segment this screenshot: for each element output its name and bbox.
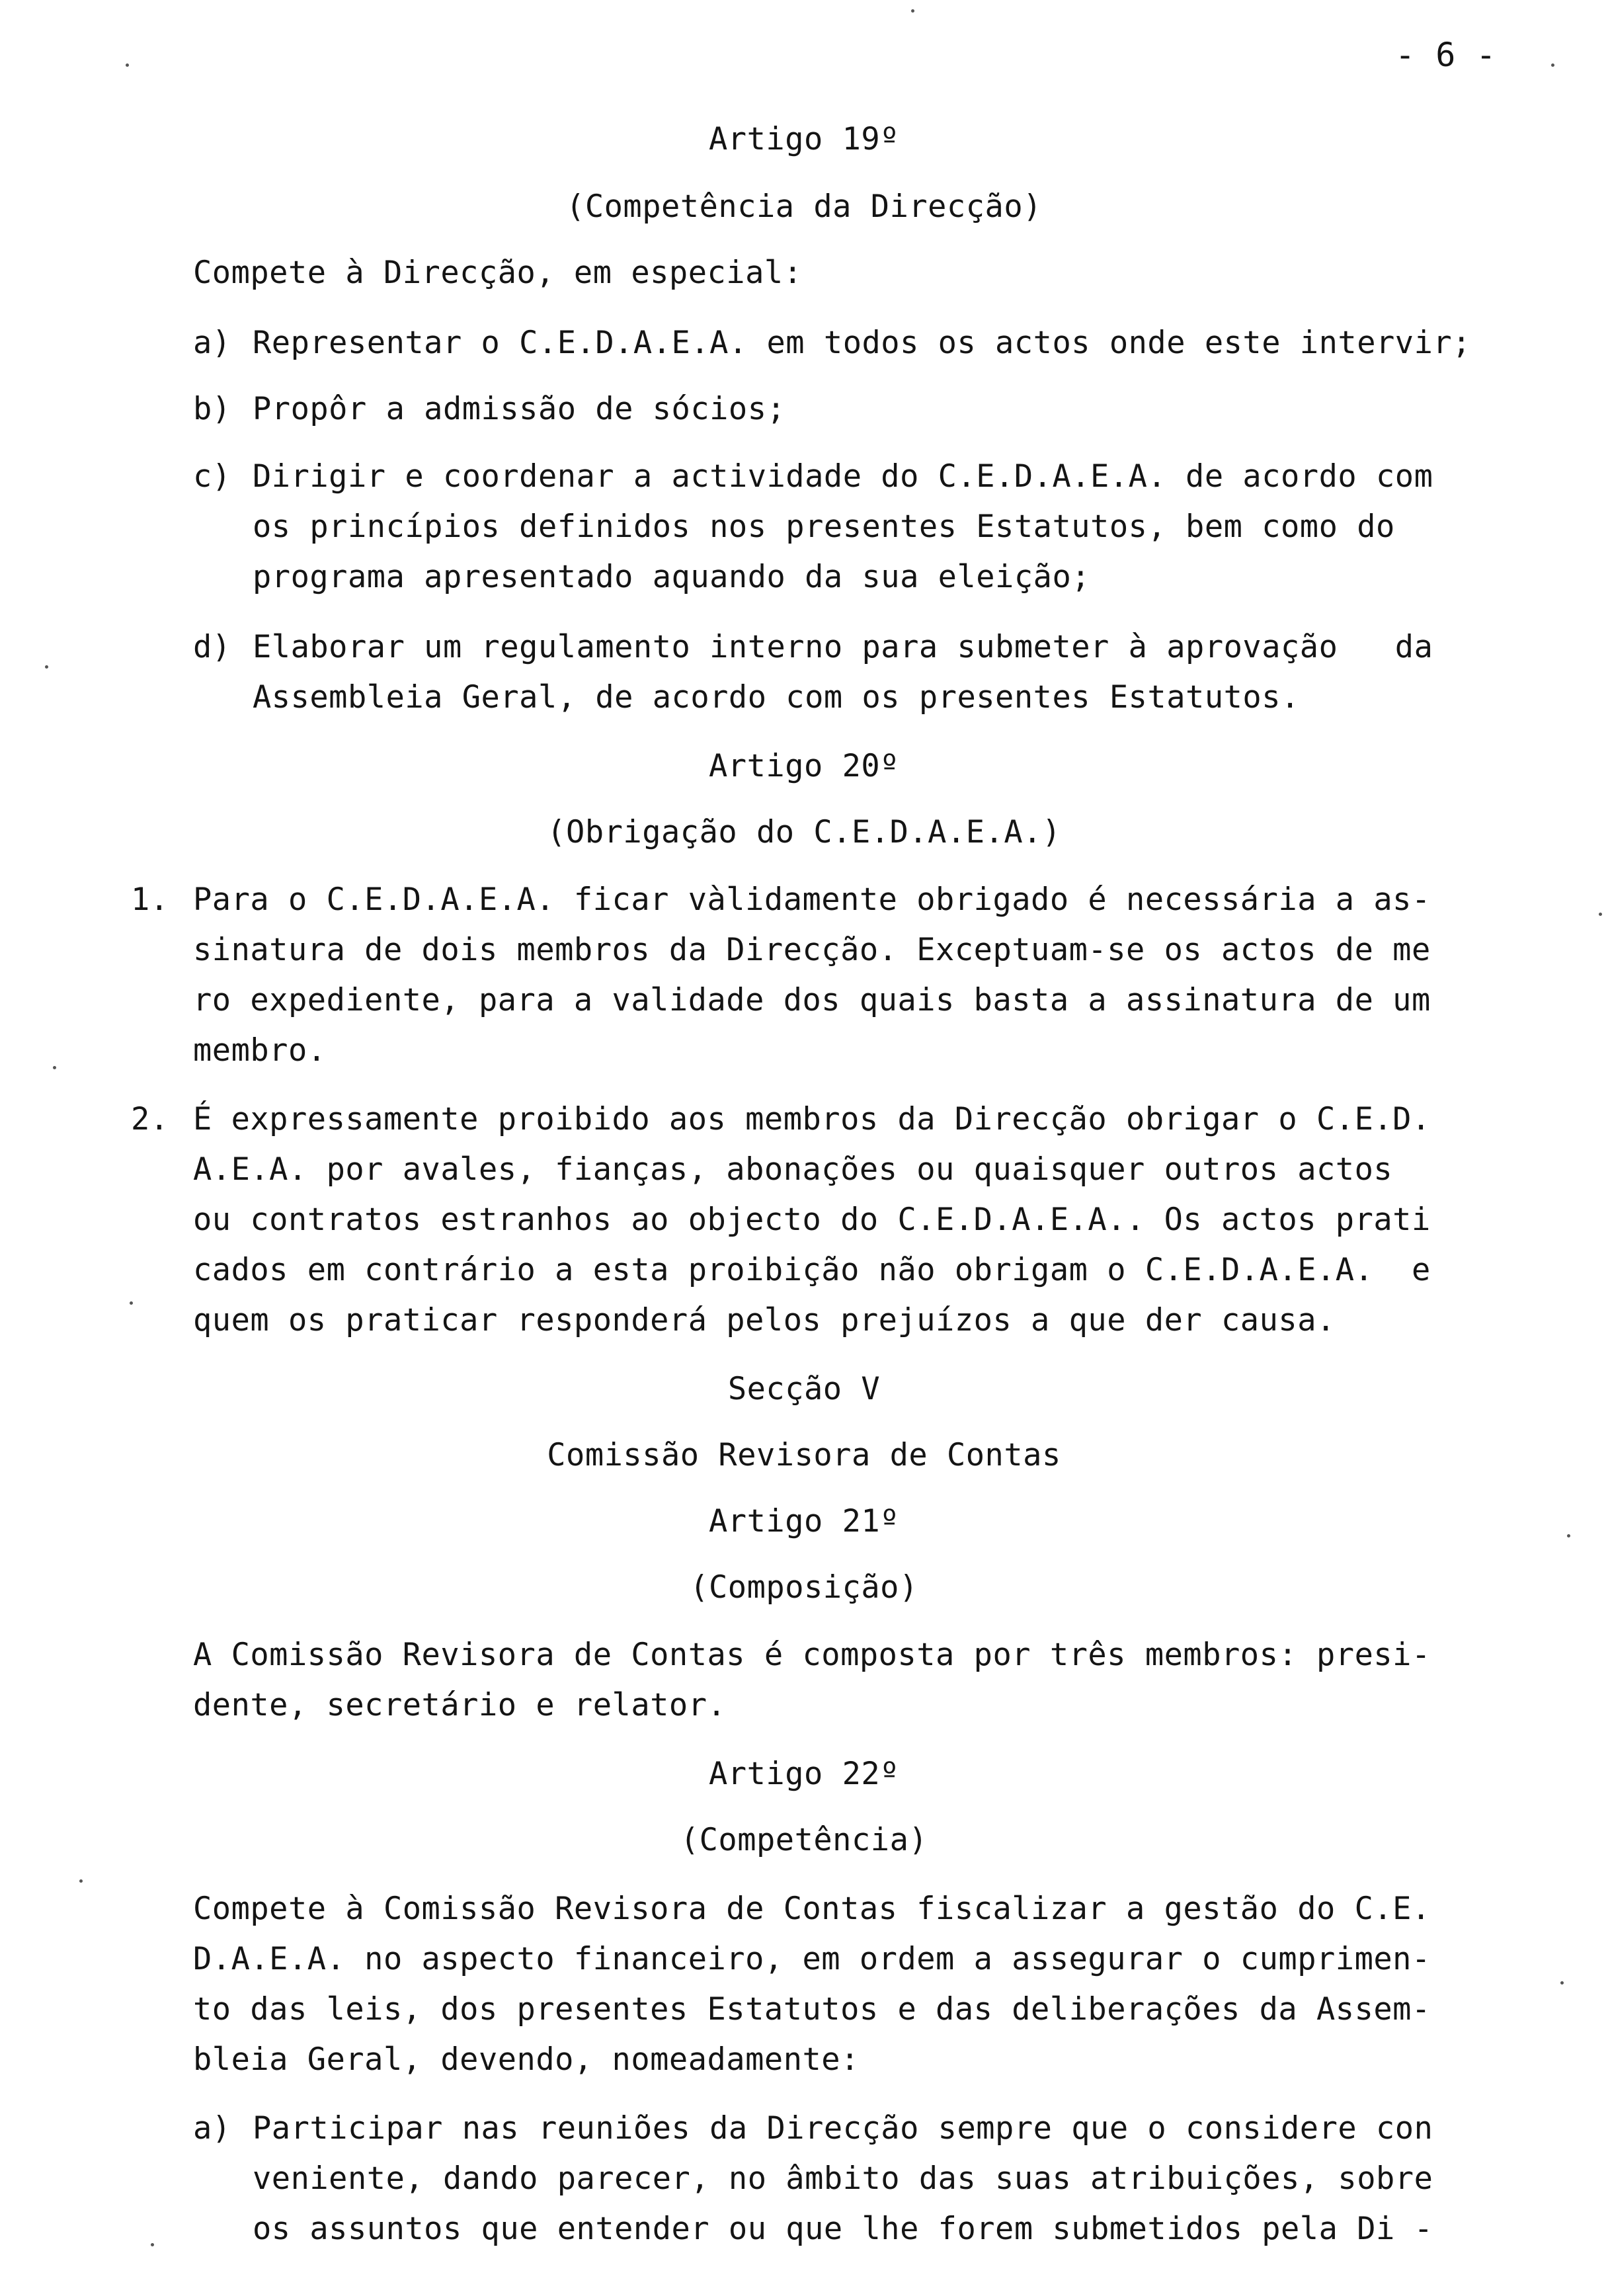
list-item-line: sinatura de dois membros da Direcção. Exceptuam-se os actos de me xyxy=(193,932,1431,968)
page-number: - 6 - xyxy=(1395,36,1497,74)
paragraph-line: bleia Geral, devendo, nomeadamente: xyxy=(193,2041,860,2078)
scan-speck xyxy=(151,2243,154,2246)
list-item-line: programa apresentado aquando da sua eleição; xyxy=(253,559,1091,595)
list-item-line: quem os praticar responderá pelos prejuízos a que der causa. xyxy=(193,1302,1336,1338)
section-5-heading: Secção V xyxy=(727,1371,881,1407)
list-item-line: É expressamente proibido aos membros da Direcção obrigar o C.E.D. xyxy=(193,1101,1431,1137)
article-21-heading: Artigo 21º xyxy=(709,1503,899,1539)
list-item-line: Para o C.E.D.A.E.A. ficar vàlidamente obrigado é necessária a as- xyxy=(193,882,1431,918)
article-20-title: (Obrigação do C.E.D.A.E.A.) xyxy=(547,814,1061,850)
list-item-label: 2. xyxy=(131,1101,169,1137)
section-5-title: Comissão Revisora de Contas xyxy=(547,1437,1061,1473)
list-item-line: membro. xyxy=(193,1032,327,1069)
article-22-title: (Competência) xyxy=(680,1822,928,1858)
paragraph-line: dente, secretário e relator. xyxy=(193,1687,727,1723)
list-item-label: b) xyxy=(193,391,231,427)
list-item-line: Participar nas reuniões da Direcção sempre que o considere con xyxy=(253,2110,1433,2147)
list-item-line: A.E.A. por avales, fianças, abonações ou quaisquer outros actos xyxy=(193,1151,1393,1188)
list-item-line: veniente, dando parecer, no âmbito das suas atribuições, sobre xyxy=(253,2160,1433,2197)
paragraph-line: A Comissão Revisora de Contas é composta por três membros: presi- xyxy=(193,1637,1431,1673)
list-item-label: c) xyxy=(193,458,231,495)
list-item-line: cados em contrário a esta proibição não obrigam o C.E.D.A.E.A. e xyxy=(193,1252,1431,1288)
paragraph-line: Compete à Comissão Revisora de Contas fiscalizar a gestão do C.E. xyxy=(193,1891,1431,1927)
list-item-line: Assembleia Geral, de acordo com os presentes Estatutos. xyxy=(253,679,1300,716)
scan-speck xyxy=(1567,1534,1570,1538)
article-21-title: (Composição) xyxy=(690,1569,918,1606)
list-item-line: os princípios definidos nos presentes Estatutos, bem como do xyxy=(253,509,1395,545)
list-item-line: Elaborar um regulamento interno para submeter à aprovação da xyxy=(253,629,1433,665)
scan-speck xyxy=(45,665,48,669)
scan-speck xyxy=(126,63,129,67)
scan-speck xyxy=(79,1879,83,1883)
scan-speck xyxy=(53,1066,56,1069)
list-item-label: 1. xyxy=(131,882,169,918)
list-item-label: a) xyxy=(193,2110,231,2147)
scan-speck xyxy=(1599,913,1602,916)
article-20-heading: Artigo 20º xyxy=(709,748,899,784)
list-item-line: os assuntos que entender ou que lhe forem submetidos pela Di - xyxy=(253,2211,1433,2247)
list-item-label: a) xyxy=(193,325,231,361)
scan-speck xyxy=(1560,1981,1564,1985)
article-19-heading: Artigo 19º xyxy=(709,121,899,157)
article-19-title: (Competência da Direcção) xyxy=(566,188,1042,225)
list-item-label: d) xyxy=(193,629,231,665)
list-item-line: Dirigir e coordenar a actividade do C.E.D.A.E.A. de acordo com xyxy=(253,458,1433,495)
paragraph-line: to das leis, dos presentes Estatutos e das deliberações da Assem- xyxy=(193,1991,1431,2028)
article-19-intro: Compete à Direcção, em especial: xyxy=(193,255,803,291)
paragraph-line: D.A.E.A. no aspecto financeiro, em ordem a assegurar o cumprimen- xyxy=(193,1941,1431,1977)
list-item-line: Representar o C.E.D.A.E.A. em todos os actos onde este intervir; xyxy=(253,325,1471,361)
article-22-heading: Artigo 22º xyxy=(709,1756,899,1792)
scan-speck xyxy=(911,9,914,13)
scan-speck xyxy=(1551,63,1554,67)
scan-speck xyxy=(130,1301,133,1305)
list-item-line: Propôr a admissão de sócios; xyxy=(253,391,786,427)
list-item-line: ro expediente, para a validade dos quais basta a assinatura de um xyxy=(193,982,1431,1018)
list-item-line: ou contratos estranhos ao objecto do C.E.D.A.E.A.. Os actos prati xyxy=(193,1202,1431,1238)
